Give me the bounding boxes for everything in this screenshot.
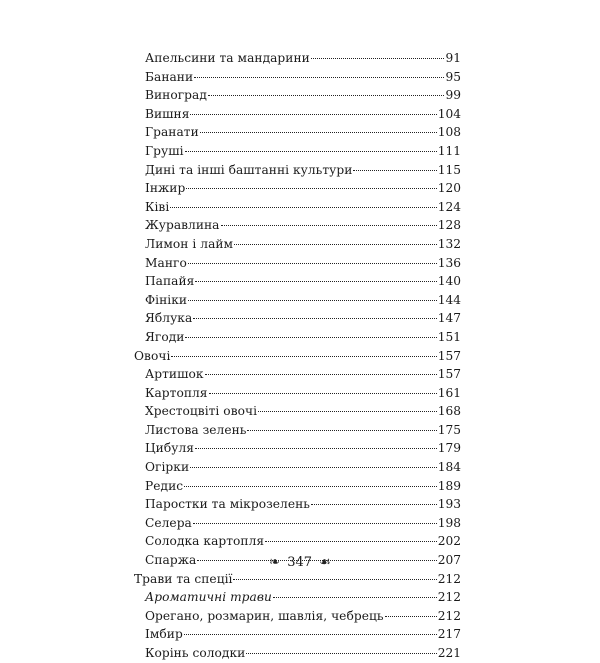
toc-entry-title: Артишок	[145, 367, 204, 382]
toc-entry-title: Груші	[145, 143, 184, 158]
toc-entry-page: 198	[437, 515, 461, 530]
toc-entry	[134, 384, 461, 403]
toc-entry	[134, 49, 461, 68]
toc-entry	[134, 235, 461, 254]
dot-leader	[258, 411, 437, 412]
toc-entry-title: Селера	[145, 515, 192, 530]
toc-entry-title: Ягоди	[145, 329, 185, 344]
dot-leader	[195, 281, 436, 282]
dot-leader	[385, 616, 437, 617]
toc-entry-page: 108	[437, 125, 461, 140]
toc-entry	[134, 421, 461, 440]
toc-entry-title: Паростки та мікрозелень	[145, 497, 310, 512]
toc-entry-title: Інжир	[145, 181, 186, 196]
dot-leader	[200, 132, 437, 133]
toc-entry-page: 179	[437, 441, 461, 456]
toc-entry	[134, 142, 461, 161]
toc-entry	[134, 514, 461, 533]
dot-leader	[209, 393, 437, 394]
dot-leader	[221, 225, 437, 226]
toc-entry-page: 147	[437, 311, 461, 326]
toc-entry-title: Папайя	[145, 274, 195, 289]
toc-entry-title: Манго	[145, 255, 187, 270]
toc-entry-title: Хрестоцвіті овочі	[145, 404, 258, 419]
toc-entry-page: 175	[437, 422, 461, 437]
toc-entry-title: Спаржа	[145, 553, 197, 568]
toc-entry-title: Фініки	[145, 292, 188, 307]
toc-entry-page: 111	[437, 143, 461, 158]
toc-entry-page: 140	[437, 274, 461, 289]
toc-entry	[134, 347, 461, 366]
toc-entry	[134, 607, 461, 626]
toc-entry	[134, 328, 461, 347]
toc-entry	[134, 198, 461, 217]
toc-entry-page: 151	[437, 329, 461, 344]
toc-entry-title: Редис	[145, 478, 184, 493]
toc-entry-title: Журавлина	[145, 218, 220, 233]
toc-entry-page: 184	[437, 460, 461, 475]
toc-entry-page: 128	[437, 218, 461, 233]
toc-entry-page: 212	[437, 608, 461, 623]
toc-entry	[134, 216, 461, 235]
toc-entry-title: Огірки	[145, 460, 190, 475]
dot-leader	[184, 634, 437, 635]
dot-leader	[170, 207, 436, 208]
toc-entry	[134, 123, 461, 142]
toc-entry-title: Листова зелень	[145, 422, 247, 437]
dot-leader	[190, 467, 437, 468]
dot-leader	[247, 430, 436, 431]
toc-entry	[134, 439, 461, 458]
toc-entry	[134, 179, 461, 198]
toc-entry-page: 120	[437, 181, 461, 196]
toc-entry-page: 212	[437, 571, 461, 586]
toc-entry	[134, 254, 461, 273]
dot-leader	[193, 318, 436, 319]
dot-leader	[194, 77, 444, 78]
dot-leader	[311, 58, 445, 59]
page-number: 347	[287, 555, 313, 570]
toc-entry	[134, 458, 461, 477]
toc-entry-title: Вишня	[145, 106, 190, 121]
dot-leader	[188, 300, 437, 301]
toc-entry-title: Картопля	[145, 385, 208, 400]
dot-leader	[273, 597, 437, 598]
toc-entry-title: Ківі	[145, 199, 170, 214]
page-footer	[0, 555, 600, 571]
toc-entry-page: 157	[437, 367, 461, 382]
left-ornament-icon: ❧	[269, 555, 281, 570]
toc-entry	[134, 588, 461, 607]
toc-entry-title: Овочі	[134, 348, 171, 363]
dot-leader	[234, 244, 437, 245]
toc-entry-page: 115	[437, 162, 461, 177]
toc-entry-title: Трави та спеції	[134, 571, 233, 586]
toc-entry	[134, 161, 461, 180]
toc-entry	[134, 86, 461, 105]
toc-entry	[134, 532, 461, 551]
toc-entry-page: 207	[437, 553, 461, 568]
dot-leader	[233, 579, 436, 580]
toc-entry-page: 132	[437, 236, 461, 251]
toc-entry	[134, 570, 461, 589]
dot-leader	[193, 523, 437, 524]
toc-entry-page: 104	[437, 106, 461, 121]
toc-entry	[134, 477, 461, 496]
toc-entry-title: Лимон і лайм	[145, 236, 234, 251]
toc-entry-page: 168	[437, 404, 461, 419]
toc-entry	[134, 309, 461, 328]
dot-leader	[188, 263, 437, 264]
dot-leader	[185, 151, 437, 152]
dot-leader	[190, 114, 436, 115]
toc-entry-page: 157	[437, 348, 461, 363]
toc-entry-title: Дині та інші баштанні культури	[145, 162, 353, 177]
toc-entry-title: Виноград	[145, 88, 207, 103]
toc-entry-title: Ароматичні трави	[145, 590, 272, 605]
toc-entry-title: Банани	[145, 69, 194, 84]
dot-leader	[171, 356, 436, 357]
toc-entry-page: 212	[437, 590, 461, 605]
toc-entry-page: 202	[437, 534, 461, 549]
toc-entry	[134, 495, 461, 514]
right-ornament-icon: ☙	[319, 555, 331, 570]
toc-entry-page: 189	[437, 478, 461, 493]
dot-leader	[205, 374, 437, 375]
dot-leader	[195, 448, 437, 449]
toc-entry-title: Імбир	[145, 627, 183, 642]
dot-leader	[265, 541, 437, 542]
toc-entry-title: Яблука	[145, 311, 193, 326]
toc-entry-page: 95	[445, 69, 461, 84]
toc-entry-title: Корінь солодки	[145, 646, 246, 660]
toc-entry	[134, 68, 461, 87]
toc-entry-page: 193	[437, 497, 461, 512]
toc-entry-page: 136	[437, 255, 461, 270]
toc-entry	[134, 291, 461, 310]
toc-entry	[134, 644, 461, 663]
dot-leader	[311, 504, 437, 505]
toc-entry-title: Цибуля	[145, 441, 194, 456]
toc-entry-page: 99	[445, 88, 461, 103]
toc-entry-title: Апельсини та мандарини	[145, 51, 310, 65]
toc-entry	[134, 625, 461, 644]
dot-leader	[186, 188, 436, 189]
toc-entry-page: 124	[437, 199, 461, 214]
toc-entry-title: Солодка картопля	[145, 534, 265, 549]
toc-entry	[134, 365, 461, 384]
toc-entry	[134, 402, 461, 421]
toc-entry-page: 91	[445, 51, 461, 65]
toc-entry-page: 221	[437, 646, 461, 660]
toc-entry-title: Орегано, розмарин, шавлія, чебрець	[145, 608, 384, 623]
toc-entry-page: 217	[437, 627, 461, 642]
toc-entry	[134, 272, 461, 291]
toc-entry-page: 144	[437, 292, 461, 307]
toc-entry-page: 161	[437, 385, 461, 400]
dot-leader	[208, 95, 445, 96]
toc-entry-title: Гранати	[145, 125, 199, 140]
dot-leader	[246, 653, 436, 654]
dot-leader	[353, 170, 436, 171]
dot-leader	[185, 337, 436, 338]
dot-leader	[184, 486, 437, 487]
toc-entry	[134, 105, 461, 124]
